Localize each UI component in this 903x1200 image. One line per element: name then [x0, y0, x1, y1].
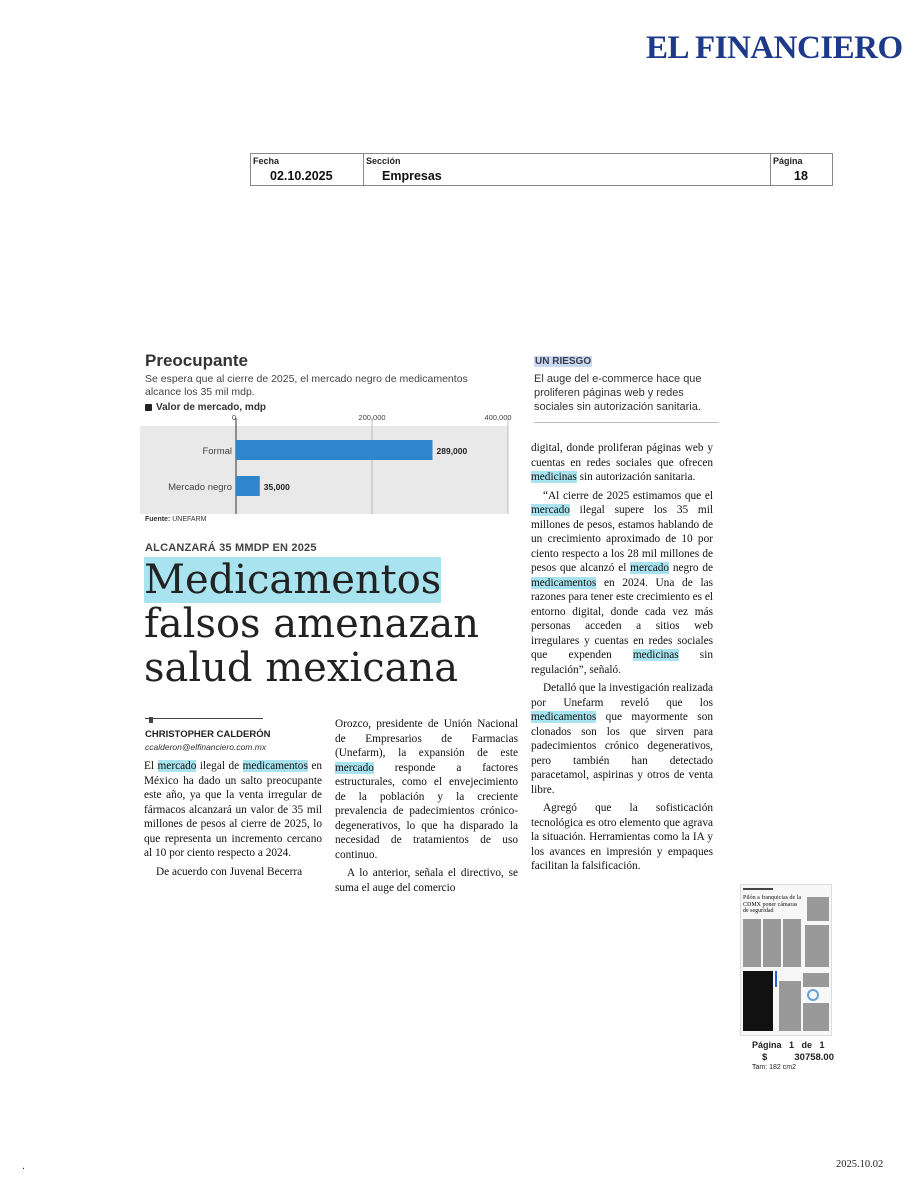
highlight-term: mercado	[157, 760, 197, 772]
highlight-term: medicamentos	[531, 711, 597, 723]
legend-label: Valor de mercado, mdp	[156, 402, 267, 413]
chart-title: Preocupante	[145, 351, 248, 370]
chart-source	[145, 516, 206, 523]
footer-dot: .	[22, 1160, 26, 1172]
sidebar-divider	[534, 422, 719, 423]
col1-paragraph-2: De acuerdo con Juvenal Becerra	[156, 865, 303, 878]
highlight-term: mercado	[335, 761, 374, 774]
chart-value-label: 35,000	[263, 482, 290, 492]
page-thumbnail	[740, 884, 832, 1036]
thumbnail-headline: Pilón a franquicias de la CDMX poner cámaras de seguridad	[743, 895, 801, 914]
col2-paragraph-2: A lo anterior, señala el directivo, se suma el auge del comercio	[335, 867, 518, 894]
info-bar	[250, 153, 833, 186]
meta-pagina: Página 1 de 1	[752, 1040, 825, 1050]
text: ilegal supere los 35 mil millones de pesos, estamos hablando de un crecimiento aproximado de 10 por ciento respecto a los 28 mil millones de pesos que alcanzó el	[531, 504, 713, 574]
text: responde a factores estructurales, como el envejecimiento de la población y la creciente prevalencia de padecimientos crónico-degenerativos, lo que ha disparado la necesidad de tratamientos de uso continuo.	[335, 761, 518, 861]
meta-tam: Tam: 182 cm2	[752, 1064, 796, 1071]
meta-amount-value: 30758.00	[794, 1052, 834, 1063]
chart-tick-label: 400,000	[484, 413, 512, 422]
byline-mark	[149, 717, 153, 723]
chart-tick-label: 0	[231, 413, 237, 422]
byline-rule	[145, 718, 263, 719]
pagina-value: 18	[794, 169, 808, 183]
highlight-term: mercado	[531, 504, 570, 516]
highlight-term: medicamentos	[242, 760, 308, 772]
footer-date: 2025.10.02	[836, 1159, 884, 1170]
col3-paragraph-2	[531, 489, 713, 678]
chart-bar	[236, 476, 260, 496]
text: sin regulación”, señaló.	[531, 649, 713, 676]
sidebar-kicker: UN RIESGO	[535, 356, 592, 367]
text: Orozco, presidente de Unión Nacional de Empresarios de Farmacias (Unefarm), la expansión de este	[335, 718, 518, 759]
sidebar-text: El auge del e-commerce hace que proliferen páginas web y redes sociales sin autorización sanitaria.	[534, 373, 702, 413]
chart-category-label: Formal	[202, 446, 232, 457]
text: sin autorización sanitaria.	[576, 471, 696, 483]
col1-paragraph-1	[144, 759, 322, 861]
col3-paragraph-3	[531, 681, 713, 797]
pagina-label: Página	[773, 156, 803, 166]
text: digital, donde proliferan páginas web y cuentas en redes sociales que ofrecen	[531, 442, 713, 469]
chart-bar	[236, 440, 433, 460]
seccion-label: Sección	[366, 156, 401, 166]
text: El	[144, 760, 158, 772]
col3-paragraph-4: Agregó que la sofisticación tecnológica es otro elemento que agrava la situación. Herramientas como la IA y los avances en impresión y empaques facilitan la falsificación.	[531, 802, 713, 872]
highlight-term: mercado	[630, 562, 670, 574]
article-kicker: ALCANZARÁ 35 MMDP EN 2025	[145, 542, 317, 554]
pagina-cell	[771, 154, 832, 185]
text: ilegal de	[196, 760, 243, 772]
col3-paragraph-1	[531, 441, 713, 485]
highlight-term: medicinas	[531, 471, 577, 483]
headline-line-1: Medicamentos	[144, 557, 442, 603]
text: negro de	[669, 562, 713, 574]
fecha-cell	[251, 154, 364, 185]
article-column-1	[144, 759, 322, 879]
masthead	[640, 30, 902, 66]
text: en México ha dado un salto preocupante este año, ya que la venta irregular de fármacos alcanzará un valor de 35 mil millones de pesos al cierre de 2025, lo que representa un incremento cercano al 10 por ciento respecto a 2024.	[144, 760, 322, 859]
masthead-title: EL FINANCIERO	[646, 29, 903, 66]
highlight-term: medicinas	[632, 649, 679, 661]
headline-line-3: salud mexicana	[144, 645, 459, 691]
article-column-3	[531, 441, 713, 874]
meta-amount	[762, 1052, 834, 1063]
text: en 2024. Una de las razones para tener este crecimiento es el entorno digital, donde cada vez más personas acceden a sitios web irregulares y cuentas en redes sociales que expenden	[531, 576, 713, 661]
chart-plot-background	[140, 426, 508, 514]
chart-subtitle: Se espera que al cierre de 2025, el mercado negro de medicamentos alcance los 35 mil mdp.	[145, 373, 468, 398]
chart-tick-label: 200,000	[358, 413, 386, 422]
chart-value-label: 289,000	[436, 446, 468, 456]
article-clipping	[130, 340, 720, 910]
text: Detalló que la investigación realizada por Unefarm reveló que los	[531, 682, 714, 709]
headline-line-2: falsos amenazan	[144, 601, 480, 647]
chart-source-value: UNEFARM	[172, 516, 207, 523]
text: “Al cierre de 2025 estimamos que el	[543, 489, 713, 502]
fecha-value: 02.10.2025	[270, 169, 333, 183]
meta-currency: $	[762, 1052, 768, 1063]
highlight-term: medicamentos	[531, 576, 597, 589]
fecha-label: Fecha	[253, 156, 280, 166]
byline-email: ccalderon@elfinanciero.com.mx	[145, 742, 267, 752]
text: que mayormente son clonados son los que sirven para padecimientos crónico degenerativos, pero también han detectado paracetamol, aspirinas y otros de venta libre.	[531, 711, 713, 796]
article-headline	[144, 558, 514, 690]
chart-category-label: Mercado negro	[168, 482, 232, 493]
col2-paragraph-1	[335, 717, 518, 862]
bar-chart	[140, 410, 520, 515]
seccion-value: Empresas	[382, 169, 442, 183]
chart-source-label: Fuente:	[145, 516, 171, 523]
byline-author: CHRISTOPHER CALDERÓN	[145, 729, 271, 740]
seccion-cell	[364, 154, 771, 185]
article-column-2	[335, 717, 518, 895]
